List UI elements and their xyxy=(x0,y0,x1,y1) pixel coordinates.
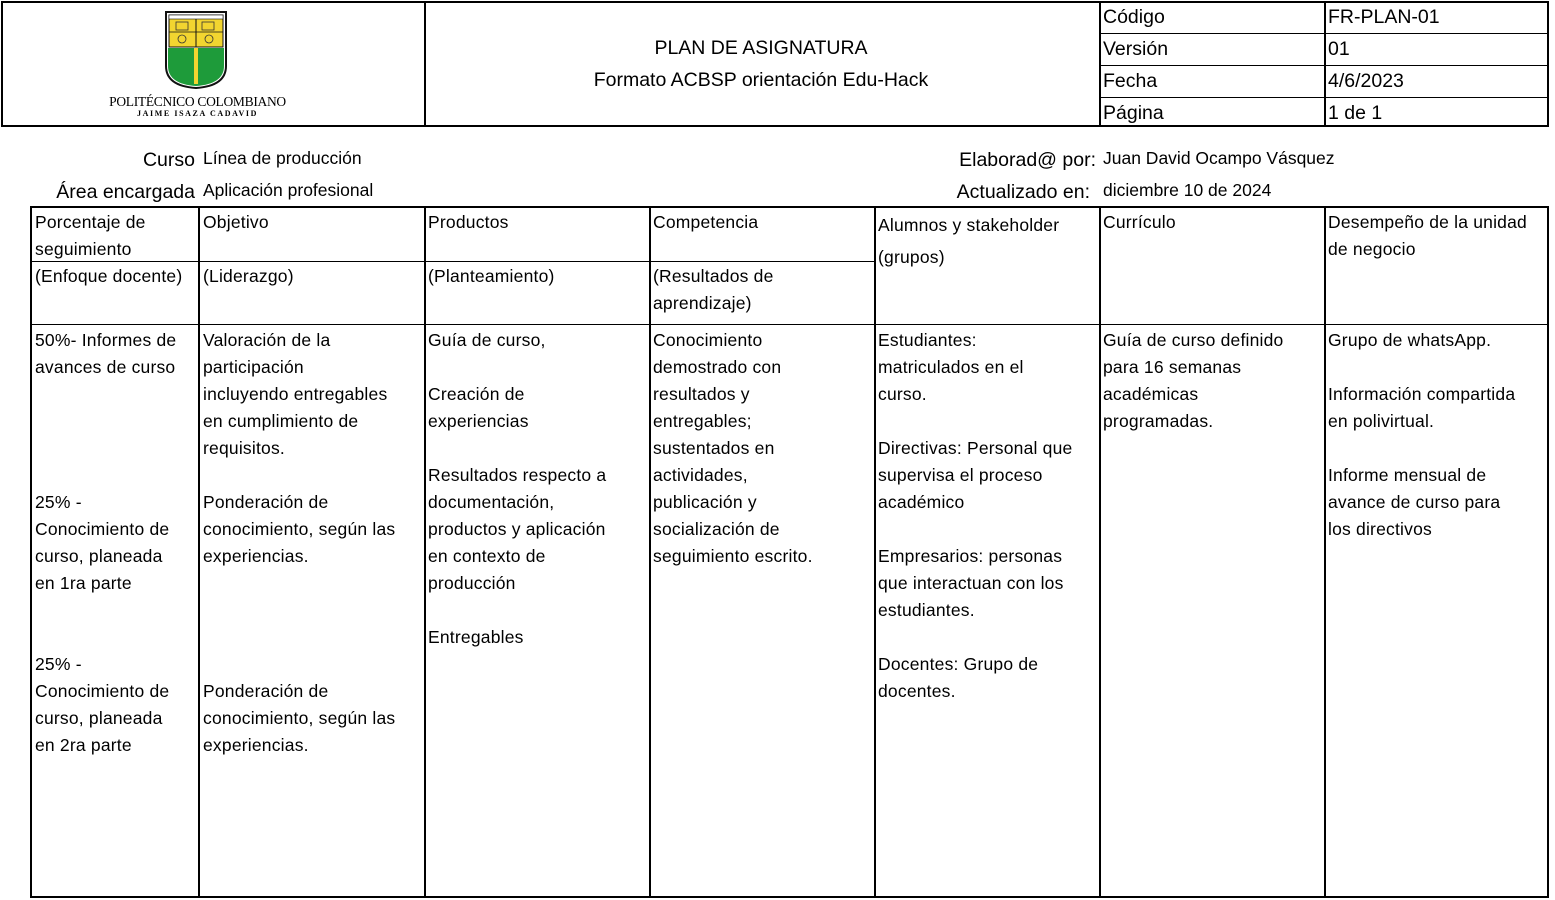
column-content-alumnos: Estudiantes: matriculados en el curso. Directivas: Personal que supervisa el proceso académico Empresarios: personas que interactuan con los estudiantes. Docentes: Grupo de docentes. xyxy=(878,330,1073,701)
column-header-curriculo: Currículo xyxy=(1103,212,1176,232)
column-subheader-competencia: (Resultados de aprendizaje) xyxy=(653,266,774,313)
column-header-objetivo: Objetivo xyxy=(203,212,269,232)
column-subheader-porcentaje: (Enfoque docente) xyxy=(35,266,183,286)
course-label: Curso xyxy=(142,149,195,171)
document-title: PLAN DE ASIGNATURA xyxy=(654,37,868,59)
header-row-divider xyxy=(32,324,1547,325)
institution-name: POLITÉCNICO COLOMBIANO xyxy=(109,94,286,109)
header-divider xyxy=(1324,3,1326,125)
updated-value: diciembre 10 de 2024 xyxy=(1103,180,1272,200)
meta-value-date: 4/6/2023 xyxy=(1328,70,1404,92)
meta-label-version: Versión xyxy=(1103,38,1169,60)
meta-row-divider xyxy=(1099,33,1547,34)
column-subheader-productos: (Planteamiento) xyxy=(428,266,555,286)
column-header-desempeno: Desempeño de la unidad de negocio xyxy=(1328,212,1527,259)
area-value: Aplicación profesional xyxy=(203,180,374,200)
column-header-porcentaje: Porcentaje de seguimiento xyxy=(35,212,146,259)
meta-label-page: Página xyxy=(1103,102,1164,124)
meta-label-date: Fecha xyxy=(1103,70,1158,92)
column-divider xyxy=(649,208,651,896)
course-value: Línea de producción xyxy=(203,148,362,168)
column-divider xyxy=(424,208,426,896)
author-value: Juan David Ocampo Vásquez xyxy=(1103,148,1335,168)
column-divider xyxy=(1099,208,1101,896)
meta-row-divider xyxy=(1099,65,1547,66)
shield-icon xyxy=(105,10,290,94)
column-divider xyxy=(198,208,200,896)
column-header-alumnos: Alumnos y stakeholder (grupos) xyxy=(878,215,1060,267)
column-content-porcentaje: 50%- Informes de avances de curso 25% - Conocimiento de curso, planeada en 1ra parte 25% - Conocimiento de curso, planeada en 2ra parte xyxy=(35,330,177,755)
author-label: Elaborad@ por: xyxy=(959,149,1096,171)
column-content-curriculo: Guía de curso definido para 16 semanas académicas programadas. xyxy=(1103,330,1284,431)
meta-label-code: Código xyxy=(1103,6,1165,28)
column-subheader-objetivo: (Liderazgo) xyxy=(203,266,294,286)
institution-logo xyxy=(105,10,290,122)
header-divider xyxy=(424,3,426,125)
institution-subtitle: JAIME ISAZA CADAVID xyxy=(137,109,258,118)
column-content-competencia: Conocimiento demostrado con resultados y entregables; sustentados en actividades, publicación y socialización de seguimiento escrito. xyxy=(653,330,813,566)
header-divider xyxy=(1099,3,1101,125)
updated-label: Actualizado en: xyxy=(956,181,1090,203)
column-content-objetivo: Valoración de la participación incluyendo entregables en cumplimiento de requisitos. Ponderación de conocimiento, según las experiencias. Ponderación de conocimiento, según las experiencias. xyxy=(203,330,396,755)
column-divider xyxy=(1324,208,1326,896)
area-label: Área encargada xyxy=(56,181,195,203)
meta-value-code: FR-PLAN-01 xyxy=(1328,6,1440,28)
column-content-productos: Guía de curso, Creación de experiencias Resultados respecto a documentación, productos y aplicación en contexto de producción Entregables xyxy=(428,330,607,647)
meta-value-version: 01 xyxy=(1328,38,1350,60)
meta-row-divider xyxy=(1099,97,1547,98)
column-content-desempeno: Grupo de whatsApp. Información compartida en polivirtual. Informe mensual de avance de curso para los directivos xyxy=(1328,330,1516,539)
column-header-productos: Productos xyxy=(428,212,509,232)
column-divider xyxy=(874,208,876,896)
document-subtitle: Formato ACBSP orientación Edu-Hack xyxy=(593,69,929,91)
meta-value-page: 1 de 1 xyxy=(1328,102,1383,124)
column-header-competencia: Competencia xyxy=(653,212,759,232)
